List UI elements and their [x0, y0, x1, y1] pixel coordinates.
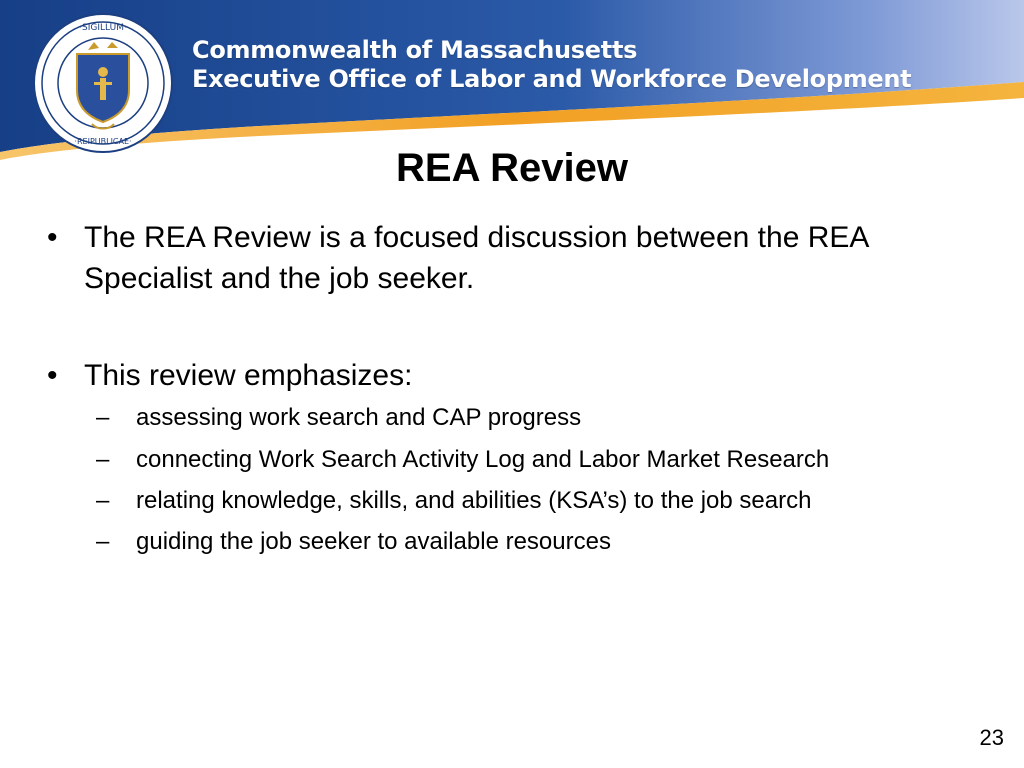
svg-text:·SIGILLUM·: ·SIGILLUM· [79, 23, 127, 33]
slide-title: REA Review [396, 146, 628, 190]
org-name-line-1: Commonwealth of Massachusetts [192, 36, 638, 64]
sub-bullet-text: connecting Work Search Activity Log and Labor Market Research [136, 446, 830, 473]
sub-bullet-item [96, 403, 996, 433]
sub-bullet-item [96, 527, 996, 557]
bullet-item [47, 217, 994, 299]
bullet-dot-icon: • [47, 359, 58, 392]
dash-icon: – [96, 487, 110, 514]
sub-bullet-text: guiding the job seeker to available resources [136, 528, 611, 555]
sub-bullet-item [96, 486, 996, 516]
dash-icon: – [96, 528, 110, 555]
sub-bullet-item [96, 445, 996, 475]
bullet-text: This review emphasizes: [84, 359, 413, 392]
bullet-text: The REA Review is a focused discussion between the REA Specialist and the job seeker. [84, 221, 868, 295]
dash-icon: – [96, 446, 110, 473]
sub-bullet-text: relating knowledge, skills, and abilities (KSA’s) to the job search [136, 487, 812, 514]
bullet-dot-icon: • [47, 221, 58, 254]
dash-icon: – [96, 404, 110, 431]
sub-bullet-text: assessing work search and CAP progress [136, 404, 582, 431]
org-name-line-2: Executive Office of Labor and Workforce Development [192, 65, 912, 93]
massachusetts-seal-logo [32, 12, 174, 154]
page-number: 23 [979, 725, 1004, 750]
svg-text:·REIPUBLICAE·: ·REIPUBLICAE· [74, 137, 132, 146]
bullet-item [47, 355, 994, 396]
